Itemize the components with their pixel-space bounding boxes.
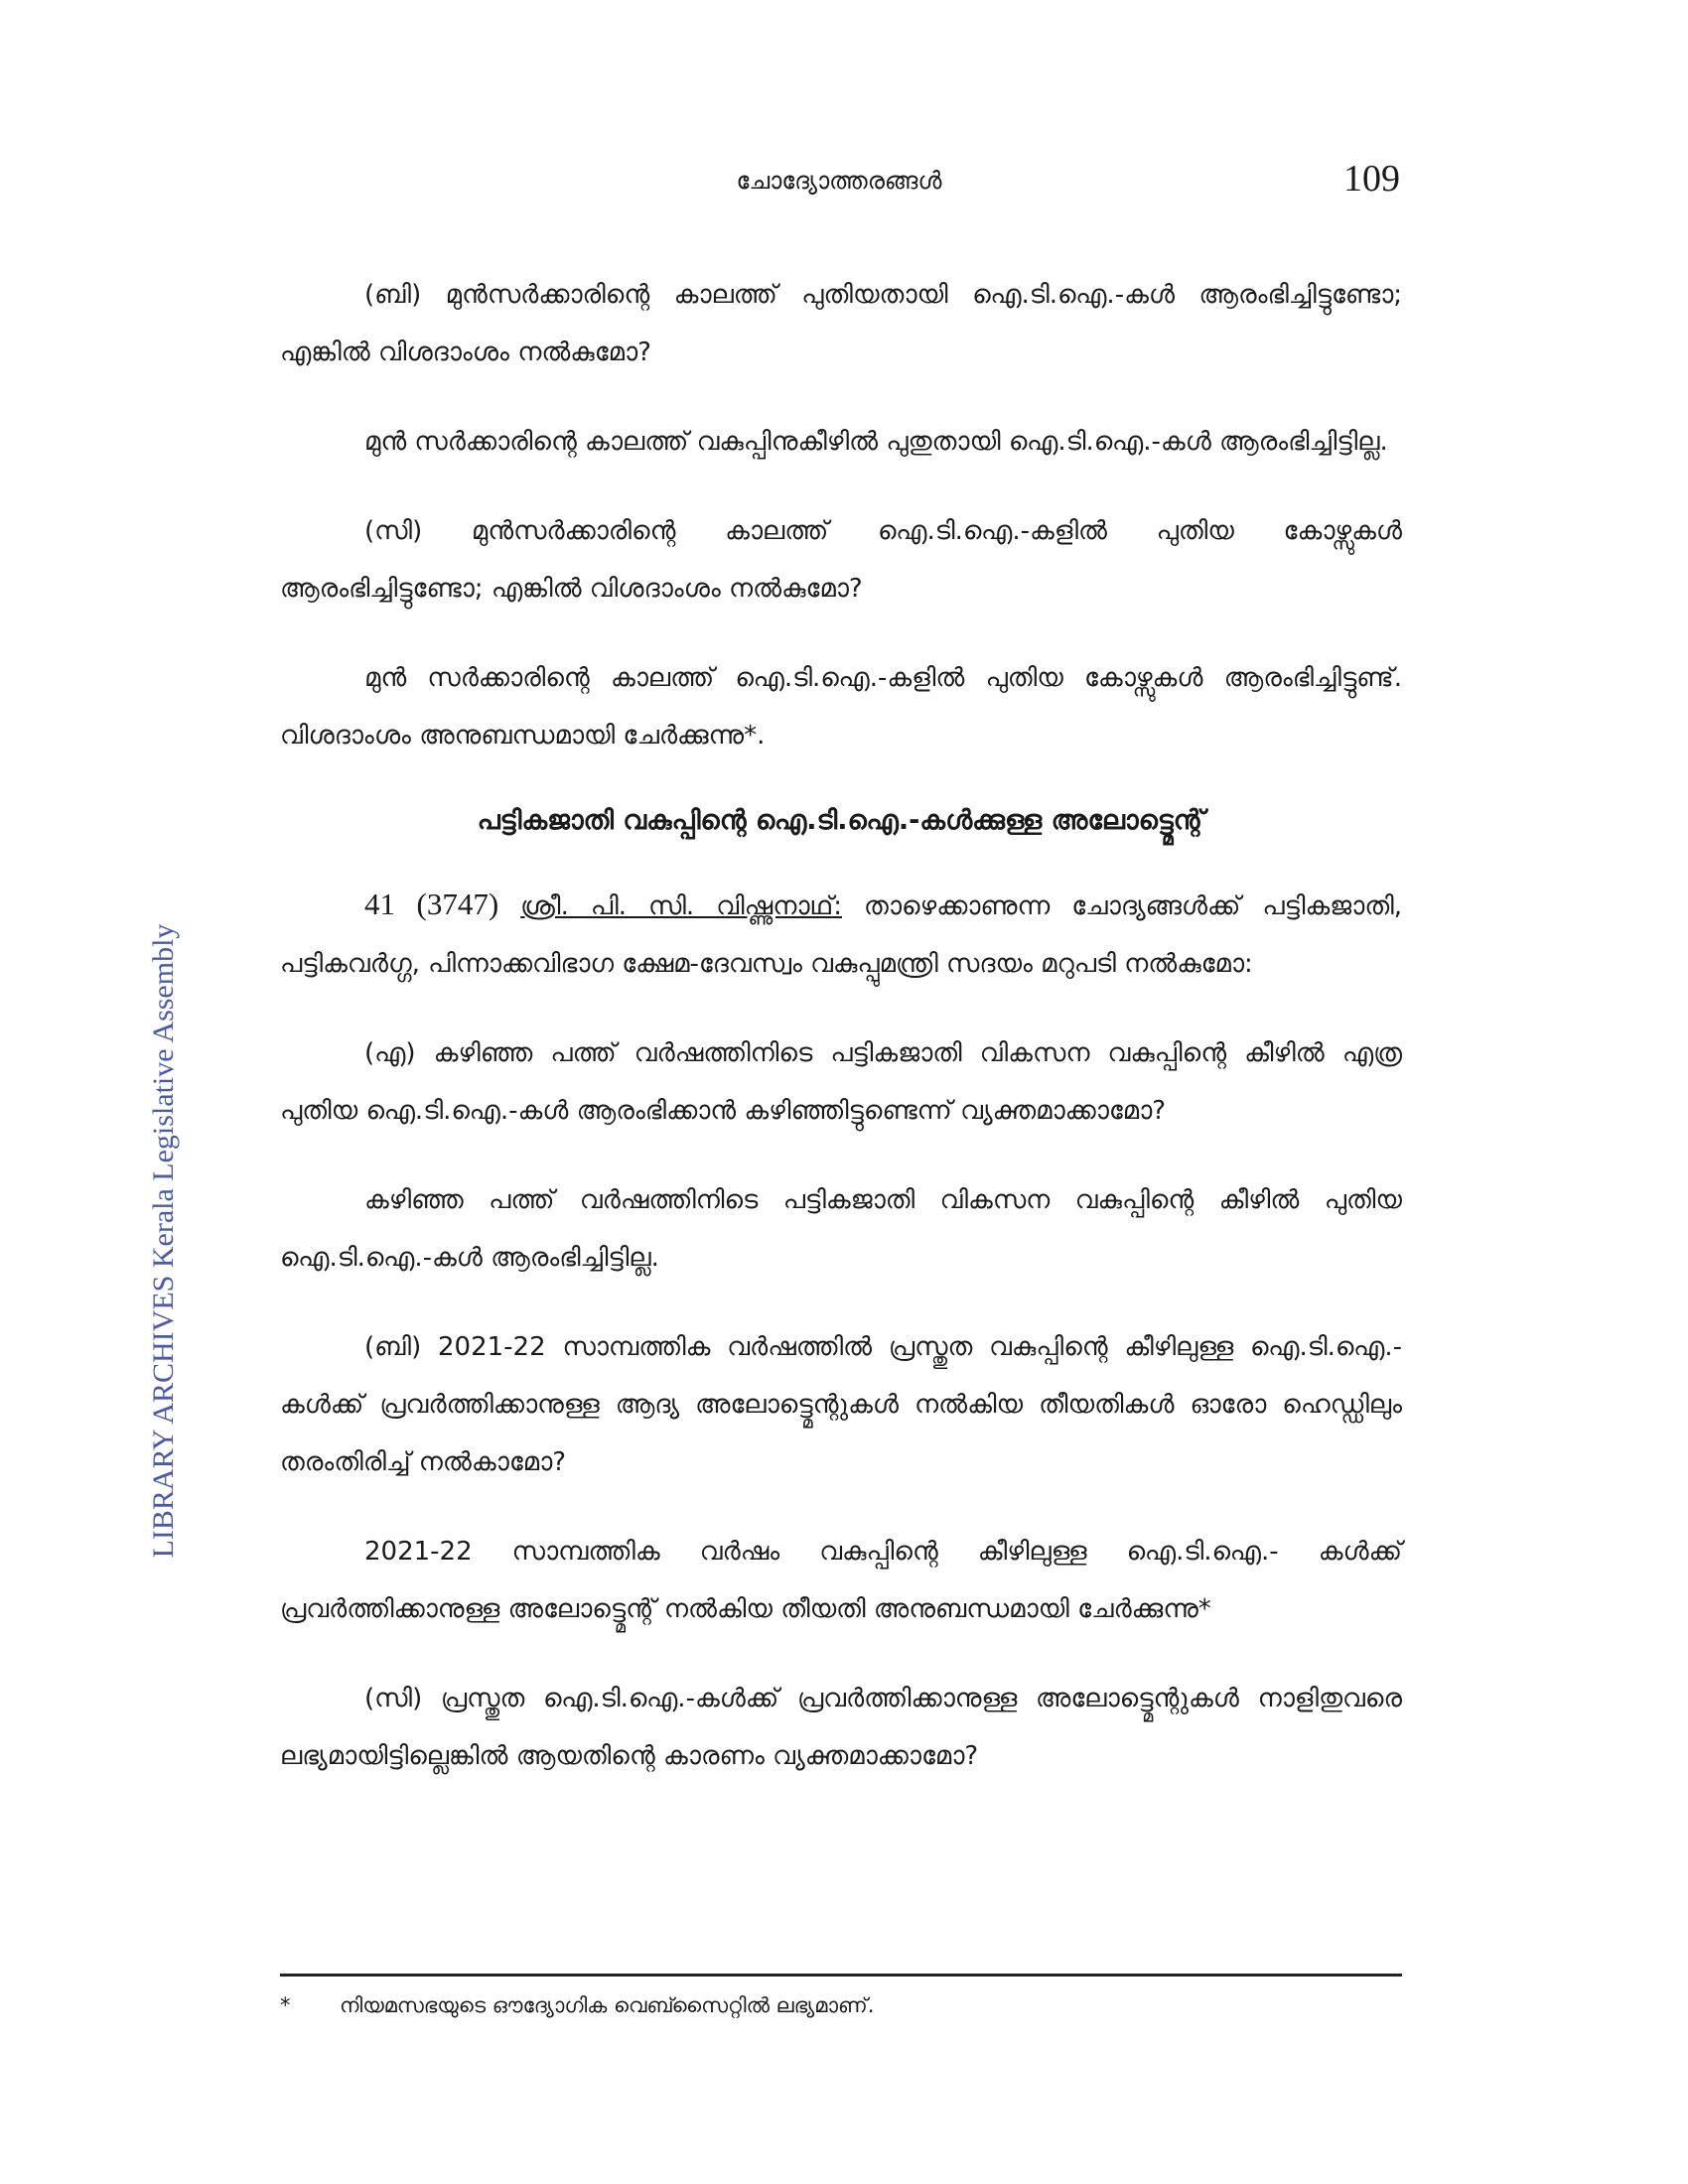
- question-c-prev: (സി) മുൻസർക്കാരിന്റെ കാലത്ത് ഐ.ടി.ഐ.-കളിൽ പുതിയ കോഴ്സുകൾ ആരംഭിച്ചിട്ടുണ്ടോ; എങ്കിൽ വിശദാംശം നൽകുമോ?: [280, 516, 1402, 604]
- page-number: 109: [1343, 158, 1400, 200]
- answer-a: കഴിഞ്ഞ പത്ത് വർഷത്തിനിടെ പട്ടികജാതി വികസന വകുപ്പിന്റെ കീഴിൽ പുതിയ ഐ.ടി.ഐ.-കൾ ആരംഭിച്ചിട്ടില്ല.: [280, 1185, 1402, 1273]
- footnote-mark: *: [280, 1993, 291, 2017]
- question-number: 41 (3747): [364, 887, 499, 921]
- running-title: ചോദ്യോത്തരങ്ങൾ: [736, 167, 942, 195]
- document-body: [280, 266, 1402, 1817]
- question-b: (ബി) 2021-22 സാമ്പത്തിക വർഷത്തിൽ പ്രസ്തുത വകുപ്പിന്റെ കീഴിലുള്ള ഐ.ടി.ഐ.-കൾക്ക് പ്രവർത്തിക്കാനുള്ള ആദ്യ അലോട്ട്മെന്റുകൾ നൽകിയ തീയതികൾ ഓരോ ഹെഡ്ഡിലും തരംതിരിച്ച് നൽകാമോ?: [280, 1332, 1402, 1477]
- question-c: (സി) പ്രസ്തുത ഐ.ടി.ഐ.-കൾക്ക് പ്രവർത്തിക്കാനുള്ള അലോട്ട്മെന്റുകൾ നാളിതുവരെ ലഭ്യമായിട്ടില്ലെങ്കിൽ ആയതിന്റെ കാരണം വ്യക്തമാക്കാമോ?: [280, 1684, 1402, 1771]
- footnote-text: നിയമസഭയുടെ ഔദ്യോഗിക വെബ്സൈറ്റിൽ ലഭ്യമാണ്.: [340, 1993, 875, 2017]
- question-intro: [280, 876, 1402, 993]
- answer-b-prev: മുൻ സർക്കാരിന്റെ കാലത്ത് വകുപ്പിനുകീഴിൽ പുതുതായി ഐ.ടി.ഐ.-കൾ ആരംഭിച്ചിട്ടില്ല.: [364, 427, 1388, 457]
- section-heading: പട്ടികജാതി വകുപ്പിന്റെ ഐ.ടി.ഐ.-കൾക്കുള്ള അലോട്ട്മെന്റ്: [477, 805, 1205, 836]
- member-name: ശ്രീ. പി. സി. വിഷ്ണുനാഥ്:: [520, 891, 843, 921]
- question-b-prev: (ബി) മുൻസർക്കാരിന്റെ കാലത്ത് പുതിയതായി ഐ.ടി.ഐ.-കൾ ആരംഭിച്ചിട്ടുണ്ടോ; എങ്കിൽ വിശദാംശം നൽകുമോ?: [280, 280, 1402, 367]
- question-intro-text: താഴെക്കാണുന്ന ചോദ്യങ്ങൾക്ക് പട്ടികജാതി, പട്ടികവർഗ്ഗ, പിന്നാക്കവിഭാഗ ക്ഷേമ-ദേവസ്വം വകുപ്പുമന്ത്രി സദയം മറുപടി നൽകുമോ:: [280, 891, 1403, 979]
- answer-b: 2021-22 സാമ്പത്തിക വർഷം വകുപ്പിന്റെ കീഴിലുള്ള ഐ.ടി.ഐ.- കൾക്ക് പ്രവർത്തിക്കാനുള്ള അലോട്ട്മെന്റ് നൽകിയ തീയതി അനുബന്ധമായി ചേർക്കുന്നു*: [280, 1537, 1402, 1624]
- archive-watermark: LIBRARY ARCHIVES Kerala Legislative Assembly: [147, 923, 180, 1559]
- answer-c-prev: മുൻ സർക്കാരിന്റെ കാലത്ത് ഐ.ടി.ഐ.-കളിൽ പുതിയ കോഴ്സുകൾ ആരംഭിച്ചിട്ടുണ്ട്. വിശദാംശം അനുബന്ധമായി ചേർക്കുന്നു*.: [280, 663, 1402, 751]
- footnote: [280, 1993, 1402, 2018]
- question-a: (എ) കഴിഞ്ഞ പത്ത് വർഷത്തിനിടെ പട്ടികജാതി വികസന വകുപ്പിന്റെ കീഴിൽ എത്ര പുതിയ ഐ.ടി.ഐ.-കൾ ആരംഭിക്കാൻ കഴിഞ്ഞിട്ടുണ്ടെന്ന് വ്യക്തമാക്കാമോ?: [280, 1038, 1402, 1126]
- footnote-divider: [280, 1974, 1402, 1977]
- running-header: [278, 157, 1400, 206]
